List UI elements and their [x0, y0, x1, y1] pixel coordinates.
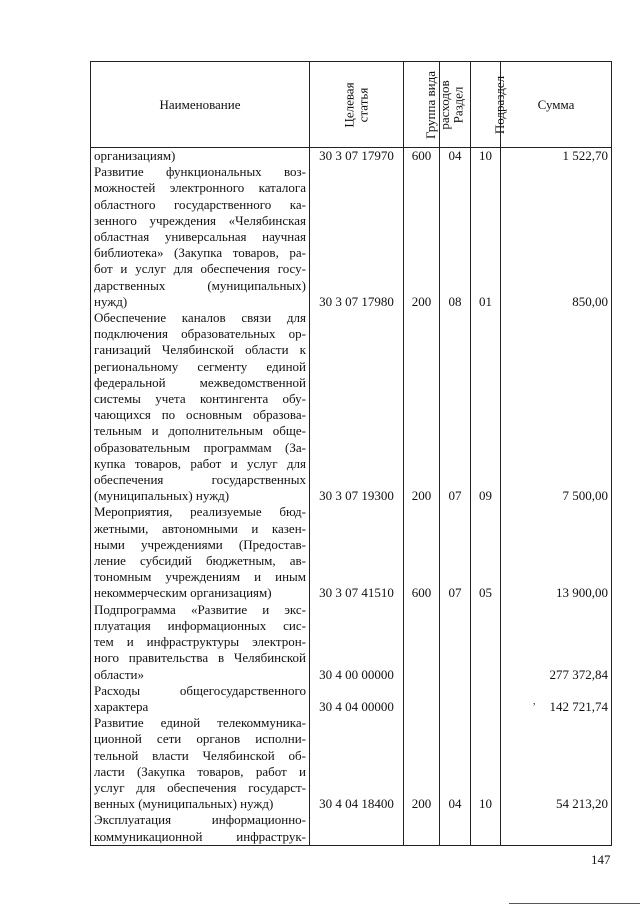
- row-target-article: 30 4 00 00000: [310, 602, 404, 683]
- row-sum: 54 213,20: [501, 715, 612, 812]
- header-subsection: Подраздел: [471, 62, 501, 148]
- bottom-rule: [509, 903, 640, 904]
- row-section: 04: [440, 715, 471, 812]
- row-name: [91, 602, 310, 683]
- row-sum: 1 522,70: [501, 148, 612, 165]
- row-name-line: Развитие функциональных воз-: [94, 164, 306, 180]
- row-expense-group: 600: [404, 504, 440, 601]
- row-name: [91, 310, 310, 504]
- row-sum: 13 900,00: [501, 504, 612, 601]
- header-expense-group: Группа вида расходов: [404, 62, 440, 148]
- row-name-line: федеральной межведомственной: [94, 374, 306, 390]
- row-name-line: ными учреждениями (Предостав-: [94, 536, 306, 552]
- table-row: [91, 310, 612, 504]
- row-name-line: системы учета контингента обу-: [94, 391, 306, 407]
- row-subsection: [471, 602, 501, 683]
- row-name-line: организациям): [94, 148, 176, 163]
- row-name-line: жетными, автономными и казен-: [94, 520, 306, 536]
- row-target-article: [310, 812, 404, 845]
- row-name-line: можностей электронного каталога: [94, 180, 306, 196]
- row-name-line: областного государственного ка-: [94, 196, 306, 212]
- row-subsection: [471, 683, 501, 715]
- row-name-line: тономным учреждениям и иным: [94, 569, 306, 585]
- row-name-line: купка товаров, работ и услуг для: [94, 455, 306, 471]
- row-name-line: Подпрограмма «Развитие и экс-: [94, 601, 306, 617]
- row-name-line: плуатация информационных сис-: [94, 617, 306, 633]
- row-sum: 142 721,74: [501, 683, 612, 715]
- row-name-line: Мероприятия, реализуемые бюд-: [94, 504, 306, 520]
- scan-mark: ,: [533, 696, 536, 707]
- header-name: Наименование: [91, 62, 310, 148]
- row-expense-group: 200: [404, 164, 440, 310]
- row-target-article: 30 3 07 17980: [310, 164, 404, 310]
- row-subsection: 09: [471, 310, 501, 504]
- page-number: 147: [591, 852, 611, 867]
- row-target-article: 30 4 04 18400: [310, 715, 404, 812]
- row-name-line: тельной власти Челябинской об-: [94, 747, 306, 763]
- table-row: [91, 812, 612, 845]
- row-name-line: образовательным программам (За-: [94, 439, 306, 455]
- row-name-line: подключения образовательных ор-: [94, 326, 306, 342]
- row-name-line: дарственных (муниципальных): [94, 277, 306, 293]
- row-section: [440, 683, 471, 715]
- row-name-line: ционной сети органов исполни-: [94, 731, 306, 747]
- row-name: [91, 715, 310, 812]
- row-target-article: 30 3 07 19300: [310, 310, 404, 504]
- row-section: 08: [440, 164, 471, 310]
- row-name-line: коммуникационной инфраструк-: [94, 828, 306, 844]
- row-name-line: ласти (Закупка товаров, работ и: [94, 763, 306, 779]
- row-name: [91, 812, 310, 845]
- table-row: [91, 504, 612, 601]
- row-name-line: венных (муниципальных) нужд): [94, 796, 274, 812]
- row-name: [91, 683, 310, 715]
- row-subsection: 10: [471, 148, 501, 165]
- row-expense-group: 600: [404, 148, 440, 165]
- table-row: [91, 715, 612, 812]
- row-sum: [501, 812, 612, 845]
- row-section: 04: [440, 148, 471, 165]
- row-name-line: Обеспечение каналов связи для: [94, 310, 306, 326]
- table-row: [91, 602, 612, 683]
- row-expense-group: [404, 683, 440, 715]
- row-name-line: (муниципальных) нужд): [94, 488, 230, 504]
- row-section: [440, 812, 471, 845]
- row-name-line: ного правительства в Челябинской: [94, 650, 306, 666]
- row-expense-group: [404, 812, 440, 845]
- row-subsection: 10: [471, 715, 501, 812]
- row-section: 07: [440, 504, 471, 601]
- header-target-article: Целевая статья: [310, 62, 404, 148]
- row-expense-group: 200: [404, 310, 440, 504]
- row-name-line: чающихся по основным образова-: [94, 407, 306, 423]
- row-name: [91, 164, 310, 310]
- row-name-line: области»: [94, 666, 144, 682]
- row-name-line: Расходы общегосударственного: [94, 682, 306, 698]
- row-sum: 7 500,00: [501, 310, 612, 504]
- row-sum: 277 372,84: [501, 602, 612, 683]
- row-name-line: нужд): [94, 293, 128, 309]
- row-name-line: услуг для обеспечения государст-: [94, 779, 306, 795]
- row-subsection: [471, 812, 501, 845]
- row-name-line: областная универсальная научная: [94, 229, 306, 245]
- row-name-line: зенного учреждения «Челябинская: [94, 212, 306, 228]
- row-name-line: библиотека» (Закупка товаров, ра-: [94, 245, 306, 261]
- row-name-line: ление субсидий бюджетным, ав-: [94, 553, 306, 569]
- row-name-line: бот и услуг для обеспечения госу-: [94, 261, 306, 277]
- row-target-article: 30 4 04 00000: [310, 683, 404, 715]
- row-expense-group: [404, 602, 440, 683]
- row-section: 07: [440, 310, 471, 504]
- row-name: [91, 148, 310, 165]
- row-target-article: 30 3 07 41510: [310, 504, 404, 601]
- header-sum: Сумма: [501, 62, 612, 148]
- row-expense-group: 200: [404, 715, 440, 812]
- row-name-line: тем и инфраструктуры электрон-: [94, 634, 306, 650]
- row-subsection: 05: [471, 504, 501, 601]
- header-section: Раздел: [440, 62, 471, 148]
- row-name-line: ганизаций Челябинской области к: [94, 342, 306, 358]
- table-row: [91, 164, 612, 310]
- table-header-row: [91, 62, 612, 148]
- row-name-line: обеспечения государственных: [94, 472, 306, 488]
- row-name-line: некоммерческим организациям): [94, 585, 272, 601]
- row-target-article: 30 3 07 17970: [310, 148, 404, 165]
- row-name-line: Эксплуатация информационно-: [94, 812, 306, 828]
- table-row: [91, 148, 612, 165]
- row-name-line: характера: [94, 698, 149, 714]
- row-name-line: региональному сегменту единой: [94, 358, 306, 374]
- row-sum: 850,00: [501, 164, 612, 310]
- row-name-line: Развитие единой телекоммуника-: [94, 715, 306, 731]
- row-subsection: 01: [471, 164, 501, 310]
- row-name: [91, 504, 310, 601]
- row-section: [440, 602, 471, 683]
- budget-table: [90, 61, 612, 846]
- row-name-line: тельным и дополнительным обще-: [94, 423, 306, 439]
